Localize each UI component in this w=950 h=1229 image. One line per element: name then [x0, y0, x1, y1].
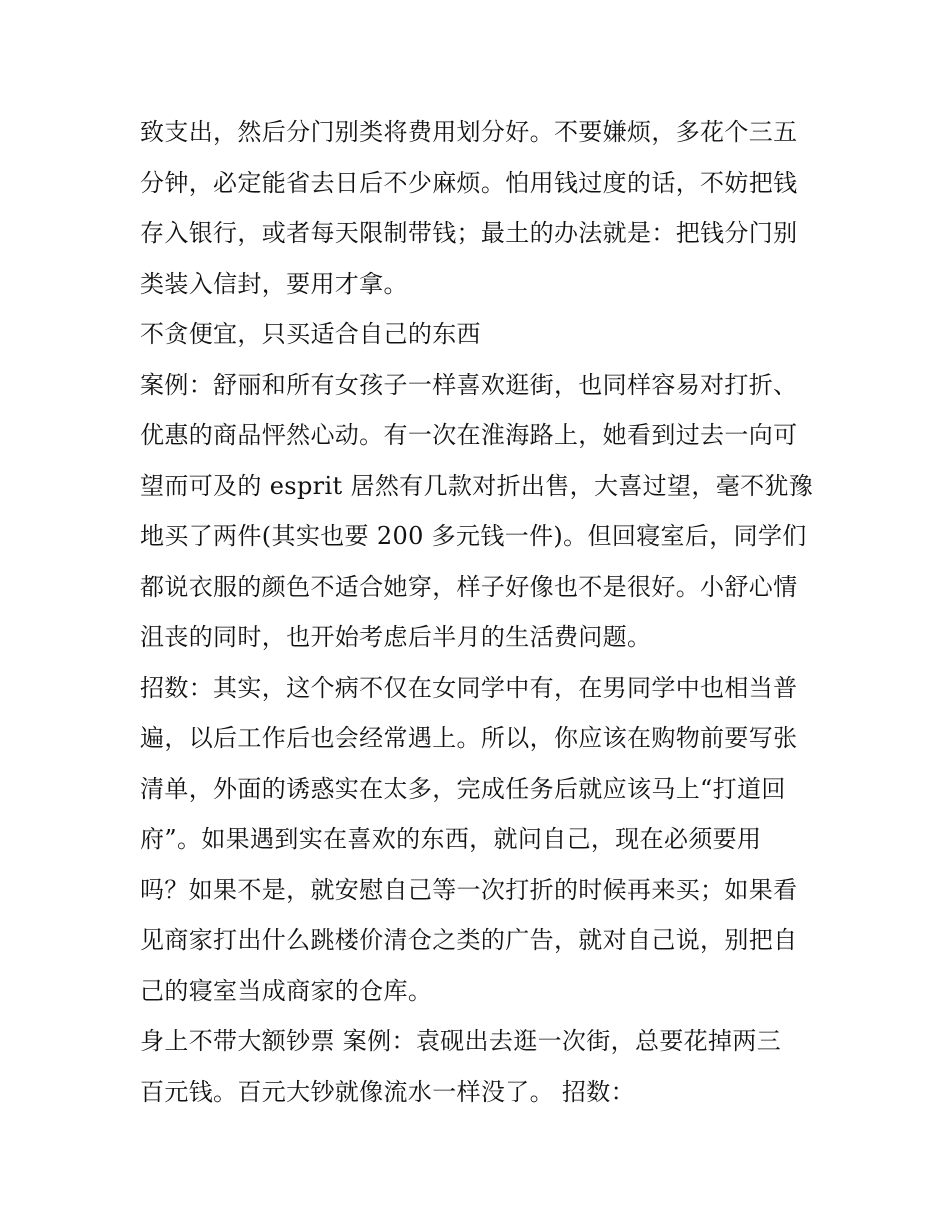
- section-heading-bargains: 不贪便宜，只买适合自己的东西: [140, 320, 481, 348]
- text-line-4: 类装入信封，要用才拿。: [140, 269, 408, 298]
- text-line-1: 致支出，然后分门别类将费用划分好。不要嫌烦，多花个三五: [140, 118, 798, 146]
- text-line-13: 遍，以后工作后也会经常遇上。所以，你应该在购物前要写张: [140, 724, 798, 752]
- text-line-12: 招数：其实，这个病不仅在女同学中有，在男同学中也相当普: [140, 673, 798, 702]
- text-line-16: 吗？如果不是，就安慰自己等一次打折的时候再来买；如果看: [140, 875, 798, 904]
- text-line-14: 清单，外面的诱惑实在太多，完成任务后就应该马上“打道回: [140, 774, 786, 803]
- text-line-18: 己的寝室当成商家的仓库。: [140, 976, 433, 1005]
- text-line-2: 分钟，必定能省去日后不少麻烦。怕用钱过度的话，不妨把钱: [140, 168, 798, 197]
- text-line-19: 身上不带大额钞票 案例：袁砚出去逛一次街，总要花掉两三: [140, 1027, 782, 1055]
- text-line-20: 百元钱。百元大钞就像流水一样没了。 招数：: [140, 1077, 635, 1106]
- text-line-3: 存入银行，或者每天限制带钱；最土的办法就是：把钱分门别: [140, 219, 798, 247]
- text-line-15: 府”。如果遇到实在喜欢的东西，就问自己，现在必须要用: [140, 825, 762, 853]
- text-line-9: 地买了两件(其实也要 200 多元钱一件)。但回寝室后，同学们: [140, 522, 807, 550]
- text-line-6: 案例：舒丽和所有女孩子一样喜欢逛街，也同样容易对打折、: [140, 370, 798, 399]
- text-line-7: 优惠的商品怦然心动。有一次在淮海路上，她看到过去一向可: [140, 421, 798, 449]
- text-line-17: 见商家打出什么跳楼价清仓之类的广告，就对自己说，别把自: [140, 926, 798, 954]
- text-line-10: 都说衣服的颜色不适合她穿，样子好像也不是很好。小舒心情: [140, 572, 798, 601]
- text-line-11: 沮丧的同时，也开始考虑后半月的生活费问题。: [140, 623, 652, 651]
- text-line-8: 望而可及的 esprit 居然有几款对折出售，大喜过望，毫不犹豫: [140, 471, 814, 500]
- document-body: [140, 107, 815, 1117]
